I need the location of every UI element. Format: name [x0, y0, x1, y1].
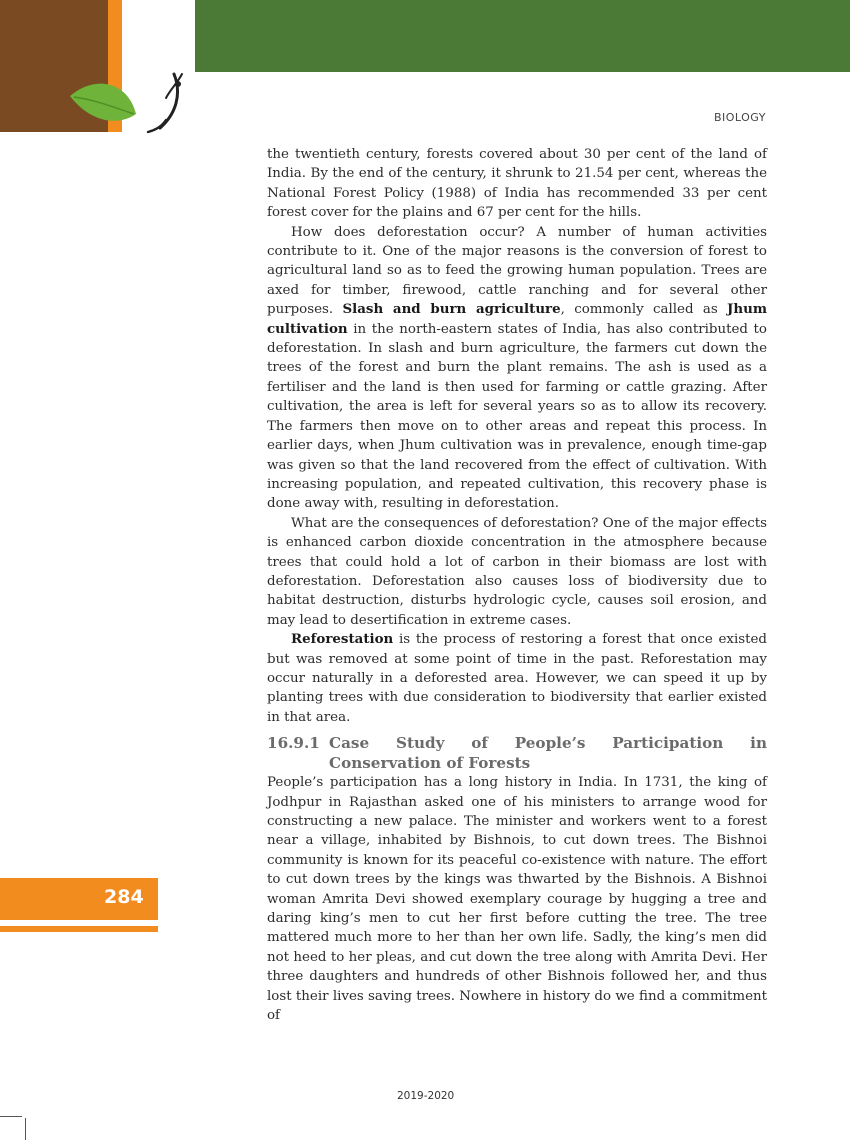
header-green-band	[195, 0, 850, 72]
footer-year: 2019-2020	[397, 1090, 455, 1102]
section-heading	[267, 733, 767, 773]
subject-label: BIOLOGY	[713, 111, 766, 124]
section-number: 16.9.1	[267, 734, 320, 753]
paragraph-forest-cover: the twentieth century, forests covered about 30 per cent of the land of India. By the end of the century, it shrunk to 21.54 per cent, whereas the National Forest Policy (1988) of India has recommended 33 per cent forest cover for the plains and 67 per cent for the hills.	[267, 147, 767, 221]
main-text-column	[267, 145, 767, 1025]
crop-mark-bottom-left-h	[0, 1116, 22, 1117]
paragraph-text: is the process of restoring a forest that once existed but was removed at some point of time in the past. Reforestation may occur naturally in a deforested area. However, we can speed it up by planting trees with due consideration to biodiversity that earlier existed in that area.	[267, 632, 767, 725]
page-number-underline	[0, 926, 158, 932]
crop-mark-bottom-left-v	[25, 1118, 26, 1140]
paragraph-reforestation	[267, 630, 767, 727]
term-jhum-cultivation: Jhum cultivation	[267, 301, 767, 337]
paragraph-text: How does deforestation occur? A number of human activities contribute to it. One of the major reasons is the conversion of forest to agricultural land so as to feed the growing human population. Trees are axed for timber, firewood, cattle ranching and for several other purposes.	[267, 224, 767, 318]
paragraph-text: in the north-eastern states of India, has also contributed to deforestation. In slash and burn agriculture, the farmers cut down the trees of the forest and burn the plant remains. The ash is used as a fertiliser and the land is then used for farming or cattle grazing. After cultivation, the area is left for several years so as to allow its recovery. The farmers then move on to other areas and repeat this process. In earlier days, when Jhum cultivation was in prevalence, enough time-gap was given so that the land recovered from the effect of cultivation. With increasing population, and repeated cultivation, this recovery phase is done away with, resulting in deforestation.	[267, 321, 767, 512]
paragraph-case-study: People’s participation has a long history in India. In 1731, the king of Jodhpur in Rajasthan asked one of his ministers to arrange wood for constructing a new palace. The minister and workers went to a forest near a village, inhabited by Bishnois, to cut down trees. The Bishnoi community is known for its peaceful co-existence with nature. The effort to cut down trees by the kings was thwarted by the Bishnois. A Bishnoi woman Amrita Devi showed exemplary courage by hugging a tree and daring king’s men to cut her first before cutting the tree. The tree mattered much more to her than her own life. Sadly, the king’s men did not heed to her pleas, and cut down the tree along with Amrita Devi. Her three daughters and hundreds of other Bishnois followed her, and thus lost their lives saving trees. Nowhere in history do we find a commitment of	[267, 775, 767, 1024]
paragraph-deforestation-causes	[267, 223, 767, 514]
leaf-figure-icon	[66, 68, 196, 140]
paragraph-text: , commonly called as	[560, 302, 718, 318]
term-reforestation: Reforestation	[291, 631, 394, 648]
paragraph-deforestation-consequences: What are the consequences of deforestation? One of the major effects is enhanced carbon dioxide concentration in the atmosphere because trees that could hold a lot of carbon in their biomass are lost with deforestation. Deforestation also causes loss of biodiversity due to habitat destruction, disturbs hydrologic cycle, causes soil erosion, and may lead to desertification in extreme cases.	[267, 515, 767, 628]
term-slash-and-burn: Slash and burn agriculture	[342, 301, 561, 318]
page-number: 284	[104, 886, 144, 908]
section-title: Case Study of People’s Participation in Conservation of Forests	[329, 734, 767, 773]
